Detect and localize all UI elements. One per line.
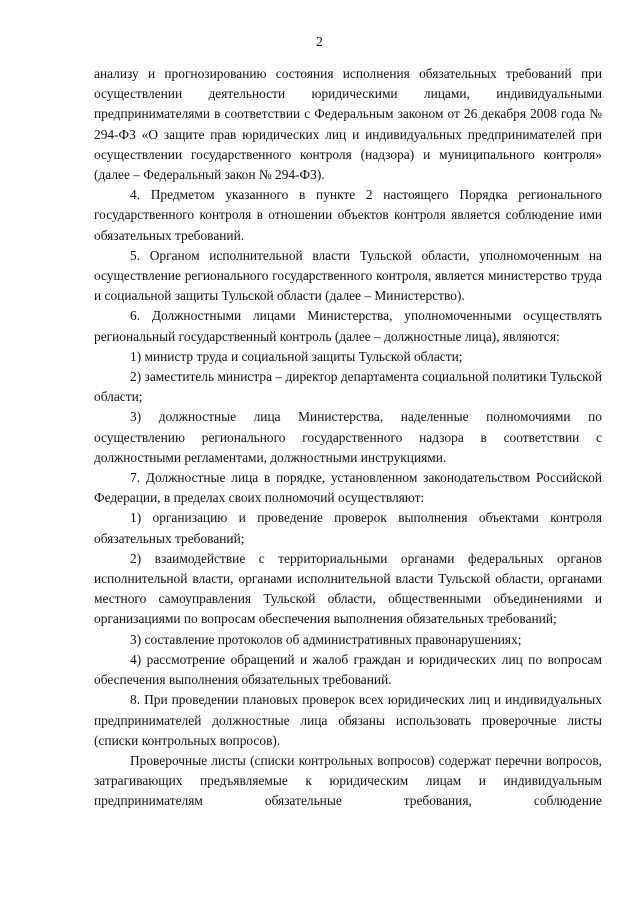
paragraph-item-4: 4. Предметом указанного в пункте 2 настоящего Порядка регионального государственного контроля в отношении объектов контроля является соблюдение ими обязательных требований. (94, 187, 602, 243)
subitem-6-3: 3) должностные лица Министерства, наделенные полномочиями по осуществлению регионального государственного надзора в соответствии с должностными регламентами, должностными инструкциями. (94, 409, 602, 465)
subitem-6-1: 1) министр труда и социальной защиты Тульской области; (130, 348, 463, 364)
page-number: 2 (316, 34, 323, 49)
paragraph-item-8: 8. При проведении плановых проверок всех юридических лиц и индивидуальных предпринимателей должностные лица обязаны использовать проверочные листы (списки контрольных вопросов). (94, 692, 602, 748)
subitem-7-1: 1) организацию и проведение проверок выполнения объектами контроля обязательных требований; (94, 510, 602, 546)
subitem-7-4: 4) рассмотрение обращений и жалоб граждан и юридических лиц по вопросам обеспечения выполнения обязательных требований. (94, 651, 602, 688)
paragraph-item-6: 6. Должностными лицами Министерства, уполномоченными осуществлять региональный государственный контроль (далее – должностные лица), являются: (94, 308, 602, 344)
paragraph-continuation: анализу и прогнозированию состояния исполнения обязательных требований при осуществлении деятельности юридическими лицами, индивидуальными предпринимателями в соответствии с Федеральным законом от 26 декабря 2008 года № 294-ФЗ «О защите прав юридических лиц и индивидуальных предпринимателей при осуществлении государственного контроля (надзора) и муниципального контроля» (далее – Федеральный закон № 294-ФЗ). (94, 66, 602, 183)
paragraph-checklists: Проверочные листы (списки контрольных вопросов) содержат перечни вопросов, затрагивающих предъявляемые к юридическим лицам и индивидуальным предпринимателям обязательные требования, соблюдение (94, 752, 602, 809)
subitem-7-3: 3) составление протоколов об административных правонарушениях; (130, 631, 522, 647)
paragraph-item-7: 7. Должностные лица в порядке, установленном законодательством Российской Федерации, в пределах своих полномочий осуществляют: (94, 470, 602, 506)
subitem-6-2: 2) заместитель министра – директор департамента социальной политики Тульской области; (94, 369, 602, 405)
paragraph-item-5: 5. Органом исполнительной власти Тульской области, уполномоченным на осуществление регионального государственного контроля, является министерство труда и социальной защиты Тульской области (далее – Министерство). (94, 247, 602, 304)
subitem-7-2: 2) взаимодействие с территориальными органами федеральных органов исполнительной власти, органами исполнительной власти Тульской области, органами местного самоуправления Тульской области, общественными объединениями и организациями по вопросам обеспечения выполнения обязательных требований; (94, 550, 602, 627)
document-body (94, 64, 602, 812)
